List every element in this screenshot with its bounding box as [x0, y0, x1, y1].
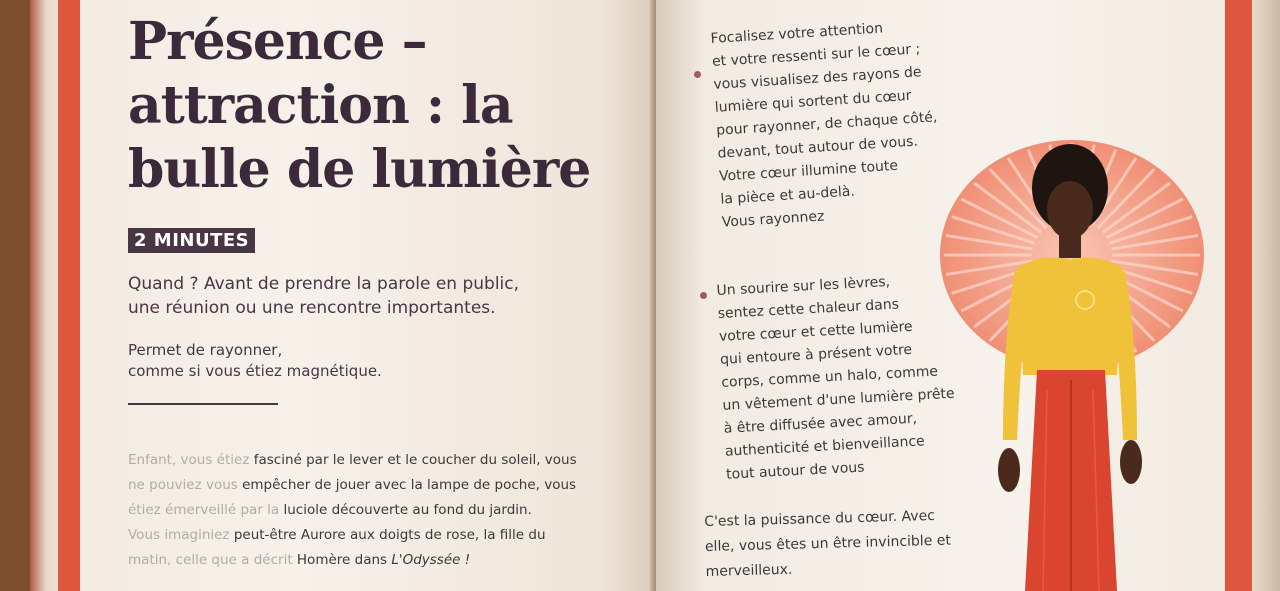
faded-text: Enfant, vous étiez [128, 452, 254, 468]
left-hand [998, 448, 1020, 492]
text-line: C'est la puissance du cœur. Avec [704, 507, 936, 530]
right-hand [1120, 440, 1142, 484]
text-line: et votre ressenti sur le cœur ; [711, 41, 921, 70]
text-line: lumière qui sortent du cœur [714, 87, 912, 116]
benefit-text [128, 340, 528, 382]
text-line: à être diffusée avec amour, [723, 410, 918, 437]
woman-illustration [985, 140, 1155, 591]
text-line: qui entoure à présent votre [719, 341, 913, 368]
bullet-text-2 [716, 268, 959, 487]
paragraph-line [128, 473, 618, 498]
text-line: un vêtement d'une lumière prête [722, 385, 955, 414]
closing-paragraph [704, 504, 952, 585]
left-page-red-border [58, 0, 80, 591]
text-line: votre cœur et cette lumière [718, 318, 913, 345]
text-line: elle, vous êtes un être invincible et [704, 532, 952, 555]
title-line: bulle de lumière [128, 139, 591, 200]
shirt [1017, 257, 1123, 375]
text: luciole découverte au fond du jardin. [283, 502, 532, 518]
text-line: vous visualisez des rayons de [712, 64, 923, 93]
benefit-line: comme si vous étiez magnétique. [128, 362, 382, 380]
text-line: authenticité et bienveillance [724, 433, 926, 460]
paragraph-line [128, 498, 618, 523]
faded-text: Vous imaginiez [128, 527, 234, 543]
intro-paragraph [128, 448, 618, 573]
when-line: une réunion ou une rencontre importantes. [128, 298, 496, 318]
paragraph-line [128, 448, 618, 473]
text-line: Votre cœur illumine toute [718, 157, 899, 185]
text-line: corps, comme un halo, comme [720, 363, 939, 391]
when-line: Quand ? Avant de prendre la parole en public, [128, 274, 520, 294]
benefit-line: Permet de rayonner, [128, 341, 283, 359]
book-page-edges-right [1252, 0, 1280, 591]
text-line: devant, tout autour de vous. [717, 133, 919, 162]
text-line: la pièce et au-delà. [720, 183, 856, 208]
text-line: Focalisez votre attention [710, 20, 884, 47]
faded-text: étiez émerveillé par la [128, 502, 284, 518]
book-title: L'Odyssée ! [391, 552, 471, 568]
paragraph-line [128, 523, 618, 548]
bullet-dot [694, 71, 701, 78]
page-title [128, 10, 628, 202]
text-line: pour rayonner, de chaque côté, [715, 109, 938, 139]
paragraph-line [128, 548, 618, 573]
title-line: Présence – [128, 11, 427, 72]
faded-text: ne pouviez vous [128, 477, 243, 493]
when-text [128, 272, 598, 320]
text: peut-être Aurore aux doigts de rose, la fille du [233, 527, 546, 543]
bullet-dot [700, 292, 707, 299]
text-line: Un sourire sur les lèvres, [716, 273, 891, 299]
text-line: tout autour de vous [725, 459, 865, 483]
section-divider [128, 403, 278, 405]
text: fasciné par le lever et le coucher du soleil, vous [253, 452, 577, 468]
right-page-red-border [1225, 0, 1253, 591]
text: Homère dans [296, 552, 392, 568]
face [1047, 181, 1093, 239]
text-line: merveilleux. [705, 561, 793, 580]
bullet-text-1 [710, 14, 944, 234]
text-line: Vous rayonnez [721, 208, 825, 231]
text: empêcher de jouer avec la lampe de poche, vous [242, 477, 577, 493]
faded-text: matin, celle que a décrit [128, 552, 297, 568]
title-line: attraction : la [128, 75, 513, 136]
duration-badge: 2 MINUTES [128, 228, 255, 253]
text-line: sentez cette chaleur dans [717, 296, 900, 322]
